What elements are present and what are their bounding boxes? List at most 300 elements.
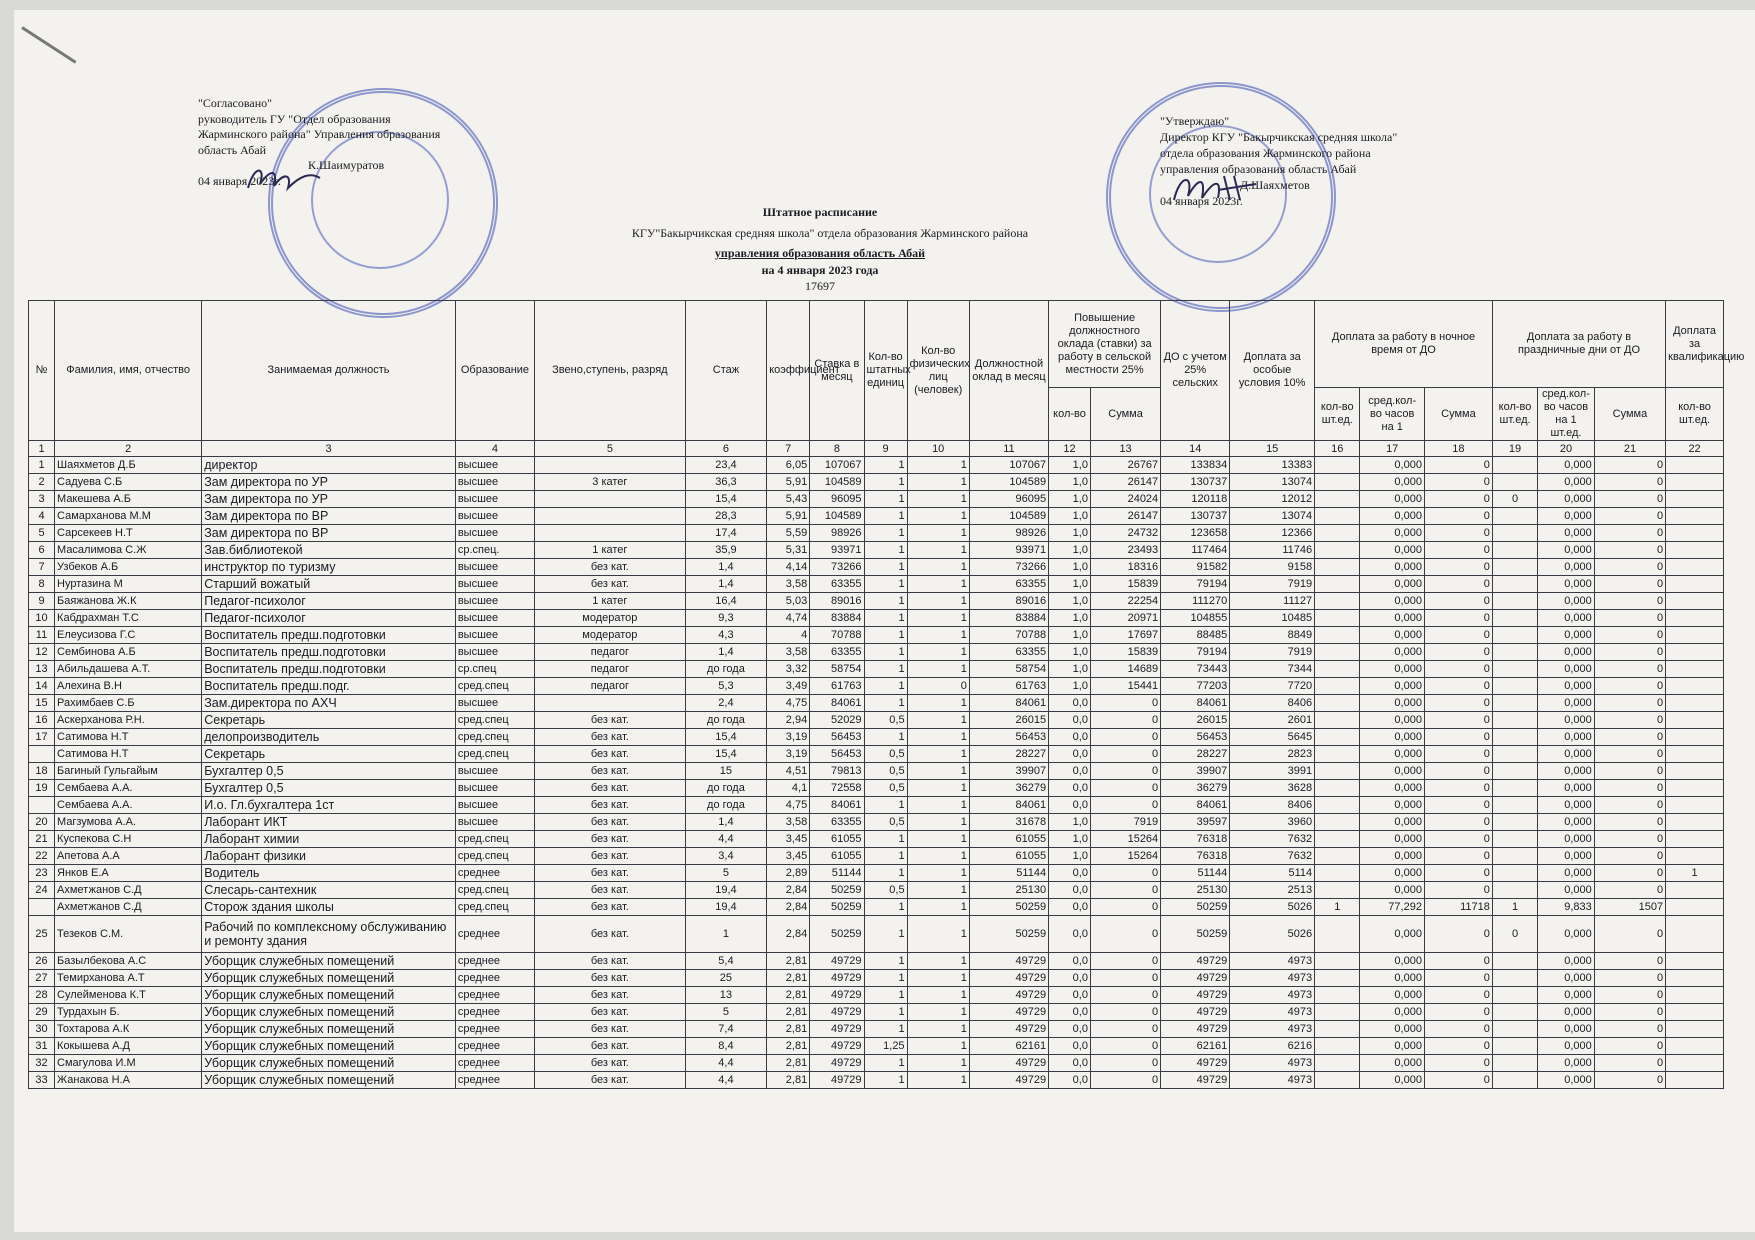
staff-units: 1 [864, 593, 907, 610]
col-header-persons: Кол-во физических лиц (человек) [907, 301, 969, 441]
education: среднее [455, 1072, 534, 1089]
holiday-qty [1492, 644, 1537, 661]
night-sum: 0 [1424, 848, 1492, 865]
night-sum: 0 [1424, 576, 1492, 593]
persons: 1 [907, 610, 969, 627]
table-body [29, 441, 1724, 1089]
salary: 50259 [969, 899, 1048, 916]
position: Зав.библиотекой [202, 542, 456, 559]
row-number: 27 [29, 970, 55, 987]
qual-qty [1666, 899, 1724, 916]
qual-qty [1666, 1072, 1724, 1089]
holiday-hours: 0,000 [1538, 610, 1595, 627]
staff-units: 1 [864, 576, 907, 593]
holiday-hours: 0,000 [1538, 970, 1595, 987]
rural-qty: 1,0 [1049, 848, 1091, 865]
qual-qty [1666, 1038, 1724, 1055]
night-hours: 0,000 [1360, 729, 1425, 746]
salary: 62161 [969, 1038, 1048, 1055]
night-sum: 0 [1424, 970, 1492, 987]
row-number: 8 [29, 576, 55, 593]
do-total: 130737 [1161, 474, 1230, 491]
category: без кат. [535, 848, 686, 865]
row-number: 1 [29, 457, 55, 474]
special-bonus: 7344 [1230, 661, 1315, 678]
holiday-sum: 0 [1594, 865, 1665, 882]
category: без кат. [535, 1021, 686, 1038]
qual-qty [1666, 627, 1724, 644]
night-qty [1315, 576, 1360, 593]
col-number: 19 [1492, 441, 1537, 457]
education: ср.спец [455, 661, 534, 678]
employee-name: Сарсекеев Н.Т [55, 525, 202, 542]
stazh: 1 [685, 916, 767, 953]
category: педагог [535, 644, 686, 661]
rural-qty: 1,0 [1049, 593, 1091, 610]
rate: 63355 [810, 814, 864, 831]
qual-qty [1666, 661, 1724, 678]
salary: 49729 [969, 953, 1048, 970]
employee-name: Тезеков С.М. [55, 916, 202, 953]
rural-sum: 7919 [1090, 814, 1160, 831]
coefficient: 2,94 [767, 712, 810, 729]
qual-qty [1666, 831, 1724, 848]
stazh: 5 [685, 865, 767, 882]
night-qty [1315, 916, 1360, 953]
holiday-sum: 0 [1594, 678, 1665, 695]
col-header-qual: Доплата за квалификацию [1666, 301, 1724, 388]
row-number: 11 [29, 627, 55, 644]
row-number: 2 [29, 474, 55, 491]
special-bonus: 13383 [1230, 457, 1315, 474]
position: Уборщик служебных помещений [202, 987, 456, 1004]
persons: 1 [907, 695, 969, 712]
rural-qty: 0,0 [1049, 865, 1091, 882]
education: среднее [455, 1021, 534, 1038]
coefficient: 3,45 [767, 831, 810, 848]
position: Бухгалтер 0,5 [202, 780, 456, 797]
table-row [29, 576, 1724, 593]
table-row [29, 627, 1724, 644]
stazh: 5,4 [685, 953, 767, 970]
qual-qty [1666, 780, 1724, 797]
night-qty [1315, 508, 1360, 525]
table-row [29, 542, 1724, 559]
position: инструктор по туризму [202, 559, 456, 576]
night-hours: 0,000 [1360, 593, 1425, 610]
holiday-hours: 9,833 [1538, 899, 1595, 916]
position: Воспитатель предш.подготовки [202, 661, 456, 678]
row-number [29, 797, 55, 814]
rate: 49729 [810, 970, 864, 987]
position: Педагог-психолог [202, 593, 456, 610]
salary: 107067 [969, 457, 1048, 474]
approval-right-line: Директор КГУ "Бакырчикская средняя школа" [1160, 130, 1398, 144]
position: Уборщик служебных помещений [202, 1038, 456, 1055]
row-number: 9 [29, 593, 55, 610]
employee-name: Смагулова И.М [55, 1055, 202, 1072]
position: Водитель [202, 865, 456, 882]
do-total: 49729 [1161, 970, 1230, 987]
position: Сторож здания школы [202, 899, 456, 916]
holiday-sum: 0 [1594, 593, 1665, 610]
doc-dept: управления образования область Абай [714, 246, 926, 260]
rate: 49729 [810, 1055, 864, 1072]
special-bonus: 10485 [1230, 610, 1315, 627]
education: высшее [455, 814, 534, 831]
holiday-qty [1492, 610, 1537, 627]
do-total: 28227 [1161, 746, 1230, 763]
rural-sum: 15839 [1090, 576, 1160, 593]
stazh: 5 [685, 1004, 767, 1021]
coefficient: 4,75 [767, 695, 810, 712]
position: Уборщик служебных помещений [202, 1072, 456, 1089]
persons: 1 [907, 916, 969, 953]
rate: 58754 [810, 661, 864, 678]
night-sum: 0 [1424, 916, 1492, 953]
holiday-sum: 0 [1594, 1004, 1665, 1021]
category [535, 525, 686, 542]
rate: 84061 [810, 695, 864, 712]
col-header-qual-qty: кол-во шт.ед. [1666, 388, 1724, 441]
qual-qty [1666, 644, 1724, 661]
night-sum: 0 [1424, 457, 1492, 474]
night-hours: 0,000 [1360, 627, 1425, 644]
special-bonus: 4973 [1230, 987, 1315, 1004]
employee-name: Садуева С.Б [55, 474, 202, 491]
staff-units: 1 [864, 831, 907, 848]
category: без кат. [535, 814, 686, 831]
persons: 1 [907, 831, 969, 848]
rural-qty: 0,0 [1049, 987, 1091, 1004]
coefficient: 4,51 [767, 763, 810, 780]
night-sum: 0 [1424, 831, 1492, 848]
staff-units: 0,5 [864, 712, 907, 729]
special-bonus: 2513 [1230, 882, 1315, 899]
holiday-qty [1492, 576, 1537, 593]
night-sum: 0 [1424, 797, 1492, 814]
education: среднее [455, 953, 534, 970]
night-hours: 0,000 [1360, 508, 1425, 525]
row-number: 23 [29, 865, 55, 882]
persons: 1 [907, 559, 969, 576]
rural-qty: 1,0 [1049, 474, 1091, 491]
education: высшее [455, 695, 534, 712]
stazh: 1,4 [685, 644, 767, 661]
col-header-no: № [29, 301, 55, 441]
night-qty [1315, 542, 1360, 559]
row-number: 18 [29, 763, 55, 780]
category: без кат. [535, 1004, 686, 1021]
rural-qty: 0,0 [1049, 712, 1091, 729]
rural-qty: 1,0 [1049, 559, 1091, 576]
coefficient: 3,19 [767, 746, 810, 763]
night-sum: 0 [1424, 559, 1492, 576]
persons: 1 [907, 865, 969, 882]
row-number: 30 [29, 1021, 55, 1038]
night-hours: 0,000 [1360, 763, 1425, 780]
approval-left-signer: К.Шаимуратов [308, 158, 385, 172]
persons: 1 [907, 899, 969, 916]
table-row [29, 525, 1724, 542]
category: без кат. [535, 559, 686, 576]
rural-qty: 0,0 [1049, 763, 1091, 780]
education: высшее [455, 559, 534, 576]
salary: 61763 [969, 678, 1048, 695]
holiday-qty [1492, 525, 1537, 542]
holiday-sum: 0 [1594, 1072, 1665, 1089]
rural-sum: 0 [1090, 1072, 1160, 1089]
employee-name: Баяжанова Ж.К [55, 593, 202, 610]
table-row [29, 593, 1724, 610]
holiday-sum: 0 [1594, 763, 1665, 780]
position: Зам.директора по АХЧ [202, 695, 456, 712]
night-sum: 0 [1424, 1072, 1492, 1089]
rural-qty: 0,0 [1049, 970, 1091, 987]
holiday-hours: 0,000 [1538, 491, 1595, 508]
position: Старший вожатый [202, 576, 456, 593]
holiday-qty [1492, 763, 1537, 780]
employee-name: Кабдрахман Т.С [55, 610, 202, 627]
qual-qty [1666, 576, 1724, 593]
night-qty [1315, 953, 1360, 970]
holiday-hours: 0,000 [1538, 695, 1595, 712]
night-qty [1315, 712, 1360, 729]
night-hours: 0,000 [1360, 1072, 1425, 1089]
holiday-qty [1492, 559, 1537, 576]
rate: 89016 [810, 593, 864, 610]
night-hours: 0,000 [1360, 1021, 1425, 1038]
row-number: 7 [29, 559, 55, 576]
rate: 72558 [810, 780, 864, 797]
category: без кат. [535, 1038, 686, 1055]
employee-name: Ахметжанов С.Д [55, 899, 202, 916]
rate: 52029 [810, 712, 864, 729]
holiday-hours: 0,000 [1538, 559, 1595, 576]
holiday-qty [1492, 729, 1537, 746]
col-number: 8 [810, 441, 864, 457]
category: 1 катег [535, 593, 686, 610]
coefficient: 2,84 [767, 916, 810, 953]
table-row [29, 729, 1724, 746]
col-header-night-hours: сред.кол-во часов на 1 [1360, 388, 1425, 441]
staff-units: 1 [864, 474, 907, 491]
night-sum: 0 [1424, 729, 1492, 746]
position: Секретарь [202, 746, 456, 763]
staff-table [28, 300, 1745, 1089]
table-row [29, 865, 1724, 882]
staff-units: 0,5 [864, 763, 907, 780]
rural-sum: 0 [1090, 797, 1160, 814]
holiday-hours: 0,000 [1538, 882, 1595, 899]
night-hours: 0,000 [1360, 848, 1425, 865]
salary: 70788 [969, 627, 1048, 644]
row-number: 24 [29, 882, 55, 899]
special-bonus: 12012 [1230, 491, 1315, 508]
night-hours: 0,000 [1360, 644, 1425, 661]
col-number: 17 [1360, 441, 1425, 457]
holiday-qty [1492, 712, 1537, 729]
night-hours: 0,000 [1360, 695, 1425, 712]
holiday-hours: 0,000 [1538, 797, 1595, 814]
stazh: до года [685, 661, 767, 678]
persons: 1 [907, 1021, 969, 1038]
employee-name: Алехина В.Н [55, 678, 202, 695]
rate: 98926 [810, 525, 864, 542]
salary: 50259 [969, 916, 1048, 953]
rural-sum: 26147 [1090, 474, 1160, 491]
stazh: 4,4 [685, 831, 767, 848]
col-number: 1 [29, 441, 55, 457]
row-number: 15 [29, 695, 55, 712]
special-bonus: 4973 [1230, 1004, 1315, 1021]
night-sum: 0 [1424, 865, 1492, 882]
table-row [29, 987, 1724, 1004]
special-bonus: 8406 [1230, 695, 1315, 712]
education: высшее [455, 525, 534, 542]
col-header-night-sum: Сумма [1424, 388, 1492, 441]
night-qty [1315, 814, 1360, 831]
rural-sum: 0 [1090, 763, 1160, 780]
special-bonus: 13074 [1230, 508, 1315, 525]
special-bonus: 3628 [1230, 780, 1315, 797]
night-qty [1315, 457, 1360, 474]
education: сред.спец [455, 848, 534, 865]
position: Слесарь-сантехник [202, 882, 456, 899]
night-qty [1315, 831, 1360, 848]
salary: 49729 [969, 987, 1048, 1004]
holiday-hours: 0,000 [1538, 916, 1595, 953]
coefficient: 3,19 [767, 729, 810, 746]
employee-name: Абильдашева А.Т. [55, 661, 202, 678]
staff-units: 1 [864, 970, 907, 987]
row-number: 22 [29, 848, 55, 865]
employee-name: Ахметжанов С.Д [55, 882, 202, 899]
night-qty [1315, 491, 1360, 508]
staff-units: 1 [864, 1055, 907, 1072]
stazh: 25 [685, 970, 767, 987]
position: Педагог-психолог [202, 610, 456, 627]
category: без кат. [535, 729, 686, 746]
night-hours: 0,000 [1360, 1004, 1425, 1021]
rural-sum: 0 [1090, 970, 1160, 987]
special-bonus: 8849 [1230, 627, 1315, 644]
staff-units: 1 [864, 865, 907, 882]
holiday-qty [1492, 1055, 1537, 1072]
stazh: 15,4 [685, 746, 767, 763]
col-header-rural-sum: Сумма [1090, 388, 1160, 441]
night-hours: 0,000 [1360, 491, 1425, 508]
night-hours: 0,000 [1360, 882, 1425, 899]
holiday-sum: 0 [1594, 831, 1665, 848]
position: Воспитатель предш.подготовки [202, 644, 456, 661]
coefficient: 4 [767, 627, 810, 644]
stazh: 19,4 [685, 899, 767, 916]
salary: 83884 [969, 610, 1048, 627]
holiday-hours: 0,000 [1538, 763, 1595, 780]
holiday-hours: 0,000 [1538, 780, 1595, 797]
table-row [29, 1055, 1724, 1072]
table-row [29, 712, 1724, 729]
col-header-holiday-hours: сред.кол-во часов на 1 шт.ед. [1538, 388, 1595, 441]
do-total: 25130 [1161, 882, 1230, 899]
qual-qty [1666, 525, 1724, 542]
holiday-sum: 0 [1594, 627, 1665, 644]
rural-sum: 15839 [1090, 644, 1160, 661]
qual-qty [1666, 559, 1724, 576]
table-row [29, 1038, 1724, 1055]
staff-units: 1 [864, 1004, 907, 1021]
qual-qty [1666, 763, 1724, 780]
qual-qty [1666, 678, 1724, 695]
rate: 96095 [810, 491, 864, 508]
special-bonus: 7919 [1230, 576, 1315, 593]
qual-qty [1666, 695, 1724, 712]
row-number: 19 [29, 780, 55, 797]
rate: 79813 [810, 763, 864, 780]
education: среднее [455, 916, 534, 953]
employee-name: Масалимова С.Ж [55, 542, 202, 559]
category: без кат. [535, 746, 686, 763]
holiday-qty [1492, 474, 1537, 491]
rural-sum: 15264 [1090, 831, 1160, 848]
night-hours: 0,000 [1360, 610, 1425, 627]
col-number: 20 [1538, 441, 1595, 457]
night-hours: 0,000 [1360, 559, 1425, 576]
night-qty [1315, 1055, 1360, 1072]
holiday-sum: 0 [1594, 695, 1665, 712]
row-number [29, 899, 55, 916]
category [535, 491, 686, 508]
education: высшее [455, 780, 534, 797]
table-row [29, 763, 1724, 780]
night-hours: 0,000 [1360, 831, 1425, 848]
col-number: 10 [907, 441, 969, 457]
category [535, 457, 686, 474]
staff-units: 1 [864, 953, 907, 970]
rural-sum: 22254 [1090, 593, 1160, 610]
approval-right-line: отдела образования Жарминского района [1160, 146, 1371, 160]
row-number: 13 [29, 661, 55, 678]
special-bonus: 11127 [1230, 593, 1315, 610]
night-hours: 77,292 [1360, 899, 1425, 916]
approval-left-line: руководитель ГУ "Отдел образования [198, 111, 391, 126]
holiday-sum: 0 [1594, 576, 1665, 593]
special-bonus: 5026 [1230, 899, 1315, 916]
employee-name: Апетова А.А [55, 848, 202, 865]
stazh: 1,4 [685, 559, 767, 576]
approval-left-heading: "Согласовано" [198, 96, 273, 110]
col-number: 16 [1315, 441, 1360, 457]
rural-sum: 0 [1090, 865, 1160, 882]
do-total: 111270 [1161, 593, 1230, 610]
special-bonus: 7632 [1230, 831, 1315, 848]
category: 1 катег [535, 542, 686, 559]
rate: 49729 [810, 1021, 864, 1038]
row-number: 17 [29, 729, 55, 746]
holiday-hours: 0,000 [1538, 831, 1595, 848]
qual-qty [1666, 474, 1724, 491]
salary: 84061 [969, 695, 1048, 712]
do-total: 104855 [1161, 610, 1230, 627]
rate: 107067 [810, 457, 864, 474]
stazh: 19,4 [685, 882, 767, 899]
night-qty [1315, 987, 1360, 1004]
persons: 1 [907, 508, 969, 525]
holiday-qty [1492, 746, 1537, 763]
holiday-sum: 0 [1594, 953, 1665, 970]
approval-right-date: 04 января 2023г. [1160, 194, 1243, 208]
